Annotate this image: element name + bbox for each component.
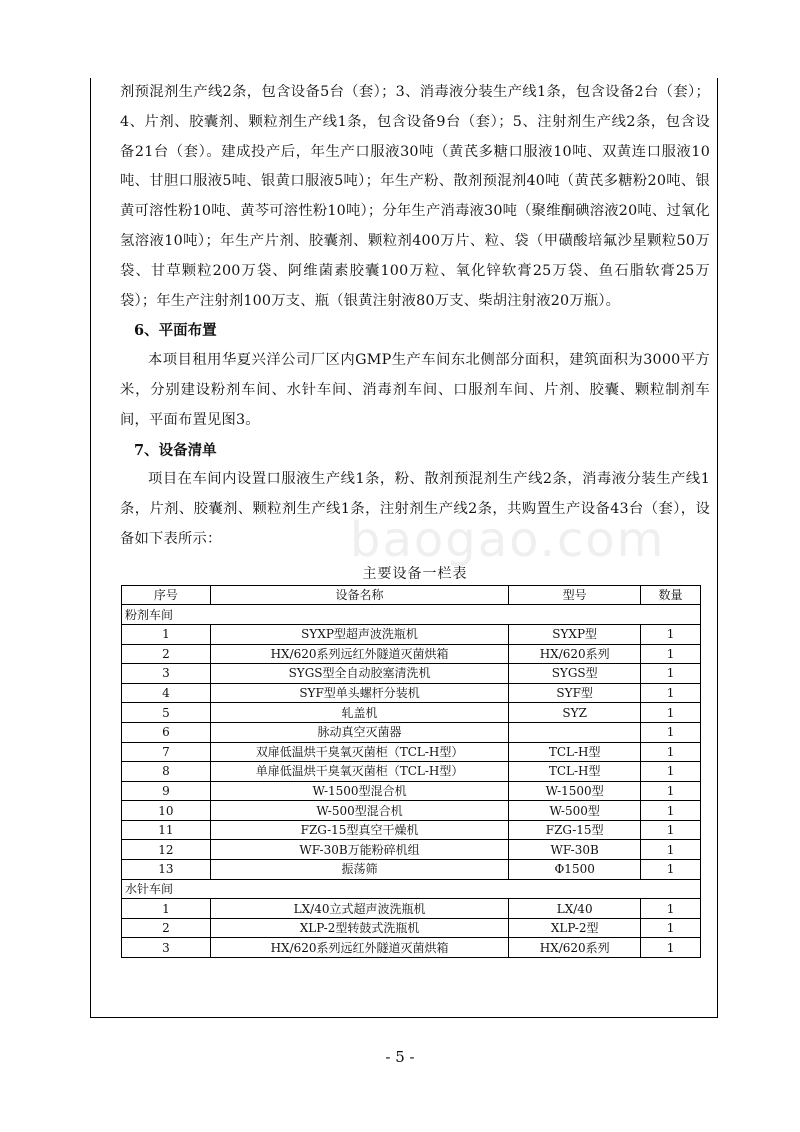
section-6-heading: 6、平面布置 [134,322,217,340]
quantity-cell: 1 [641,820,701,840]
intro-paragraph: 剂预混剂生产线2条，包含设备5台（套）；3、消毒液分装生产线1条，包含设备2台（套）；4、片剂、胶囊剂、颗粒剂生产线1条，包含设备9台（套）；5、注射剂生产线2条，包含设备21台（套）。建成投产后，年生产口服液30吨（黄芪多糖口服液10吨、双黄连口服液10吨、甘胆口服液5吨、银黄口服液5吨）；年生产粉、散剂预混剂40吨（黄芪多糖粉20吨、银黄可溶性粉10吨、黄芩可溶性粉10吨）；分年生产消毒液30吨（聚维酮碘溶液20吨、过氧化氢溶液10吨）；年生产片剂、胶囊剂、颗粒剂400万片、粒、袋（甲磺酸培氟沙星颗粒50万袋、甘草颗粒200万袋、阿维菌素胶囊100万粒、氧化锌软膏25万袋、鱼石脂软膏25万袋）；年生产注射剂100万支、瓶（银黄注射液80万支、柴胡注射液20万瓶）。 [120,84,710,309]
quantity-cell: 1 [641,801,701,821]
section-7-body: 项目在车间内设置口服液生产线1条，粉、散剂预混剂生产线2条，消毒液分装生产线1条，片剂、胶囊剂、颗粒剂生产线1条，注射剂生产线2条，共购置生产设备43台（套），设备如下表所示： [120,471,710,547]
quantity-cell: 1 [641,703,701,723]
quantity-cell: 1 [641,762,701,782]
header-quantity: 数量 [641,585,701,605]
quantity-cell: 1 [641,742,701,762]
index-cell: 12 [122,840,211,860]
equipment-name-cell: SYGS型全自动胶塞清洗机 [210,664,508,684]
index-cell: 3 [122,938,211,958]
table-row [122,624,701,644]
table-header-row [122,585,701,605]
table-row [122,664,701,684]
table-row [122,703,701,723]
equipment-name-cell: 轧盖机 [210,703,508,723]
table-row [122,781,701,801]
equipment-name-cell: 振荡筛 [210,860,508,880]
quantity-cell: 1 [641,840,701,860]
model-cell: LX/40 [509,899,641,919]
table-row [122,722,701,742]
quantity-cell: 1 [641,624,701,644]
quantity-cell: 1 [641,683,701,703]
model-cell: XLP-2型 [509,918,641,938]
equipment-name-cell: HX/620系列远红外隧道灭菌烘箱 [210,938,508,958]
index-cell: 3 [122,664,211,684]
table-row [122,683,701,703]
quantity-cell: 1 [641,918,701,938]
model-cell: W-1500型 [509,781,641,801]
quantity-cell: 1 [641,664,701,684]
table-row [122,820,701,840]
equipment-name-cell: W-500型混合机 [210,801,508,821]
section-7-heading: 7、设备清单 [134,441,217,459]
index-cell: 4 [122,683,211,703]
model-cell: SYXP型 [509,624,641,644]
table-section-row [122,605,701,625]
equipment-name-cell: 单扉低温烘干臭氧灭菌柜（TCL-H型） [210,762,508,782]
index-cell: 8 [122,762,211,782]
section-6-body: 本项目租用华夏兴洋公司厂区内GMP生产车间东北侧部分面积，建筑面积为3000平方米，分别建设粉剂车间、水针车间、消毒剂车间、口服剂车间、片剂、胶囊、颗粒制剂车间，平面布置见图3。 [120,352,710,428]
index-cell: 1 [122,899,211,919]
quantity-cell: 1 [641,938,701,958]
equipment-name-cell: HX/620系列远红外隧道灭菌烘箱 [210,644,508,664]
quantity-cell: 1 [641,899,701,919]
model-cell: FZG-15型 [509,820,641,840]
equipment-name-cell: SYXP型超声波洗瓶机 [210,624,508,644]
model-cell: HX/620系列 [509,644,641,664]
equipment-name-cell: LX/40立式超声波洗瓶机 [210,899,508,919]
equipment-name-cell: WF-30B万能粉碎机组 [210,840,508,860]
table-row [122,801,701,821]
equipment-name-cell: 双扉低温烘干臭氧灭菌柜（TCL-H型） [210,742,508,762]
table-row [122,938,701,958]
table-row [122,840,701,860]
index-cell: 7 [122,742,211,762]
quantity-cell: 1 [641,860,701,880]
equipment-name-cell: 脉动真空灭菌器 [210,722,508,742]
page-number: - 5 - [385,1048,415,1066]
table-row [122,860,701,880]
table-row [122,644,701,664]
model-cell: WF-30B [509,840,641,860]
table-section-row [122,879,701,899]
table-title: 主要设备一栏表 [362,565,468,582]
equipment-name-cell: FZG-15型真空干燥机 [210,820,508,840]
watermark: baogao.com [350,512,666,568]
header-model: 型号 [509,585,641,605]
equipment-table [121,585,701,958]
equipment-name-cell: XLP-2型转鼓式洗瓶机 [210,918,508,938]
model-cell: W-500型 [509,801,641,821]
model-cell: Φ1500 [509,860,641,880]
table-row [122,762,701,782]
index-cell: 13 [122,860,211,880]
quantity-cell: 1 [641,781,701,801]
index-cell: 11 [122,820,211,840]
page-content [120,78,710,958]
model-cell: TCL-H型 [509,762,641,782]
model-cell: SYZ [509,703,641,723]
model-cell [509,722,641,742]
table-row [122,899,701,919]
quantity-cell: 1 [641,644,701,664]
model-cell: SYGS型 [509,664,641,684]
index-cell: 9 [122,781,211,801]
header-index: 序号 [122,585,211,605]
table-row [122,918,701,938]
index-cell: 6 [122,722,211,742]
table-body [122,605,701,958]
section-name-cell: 粉剂车间 [122,605,701,625]
model-cell: SYF型 [509,683,641,703]
header-equipment-name: 设备名称 [210,585,508,605]
model-cell: TCL-H型 [509,742,641,762]
table-row [122,742,701,762]
equipment-name-cell: SYF型单头螺杆分装机 [210,683,508,703]
index-cell: 5 [122,703,211,723]
index-cell: 1 [122,624,211,644]
index-cell: 2 [122,918,211,938]
equipment-name-cell: W-1500型混合机 [210,781,508,801]
index-cell: 10 [122,801,211,821]
section-name-cell: 水针车间 [122,879,701,899]
index-cell: 2 [122,644,211,664]
model-cell: HX/620系列 [509,938,641,958]
quantity-cell: 1 [641,722,701,742]
